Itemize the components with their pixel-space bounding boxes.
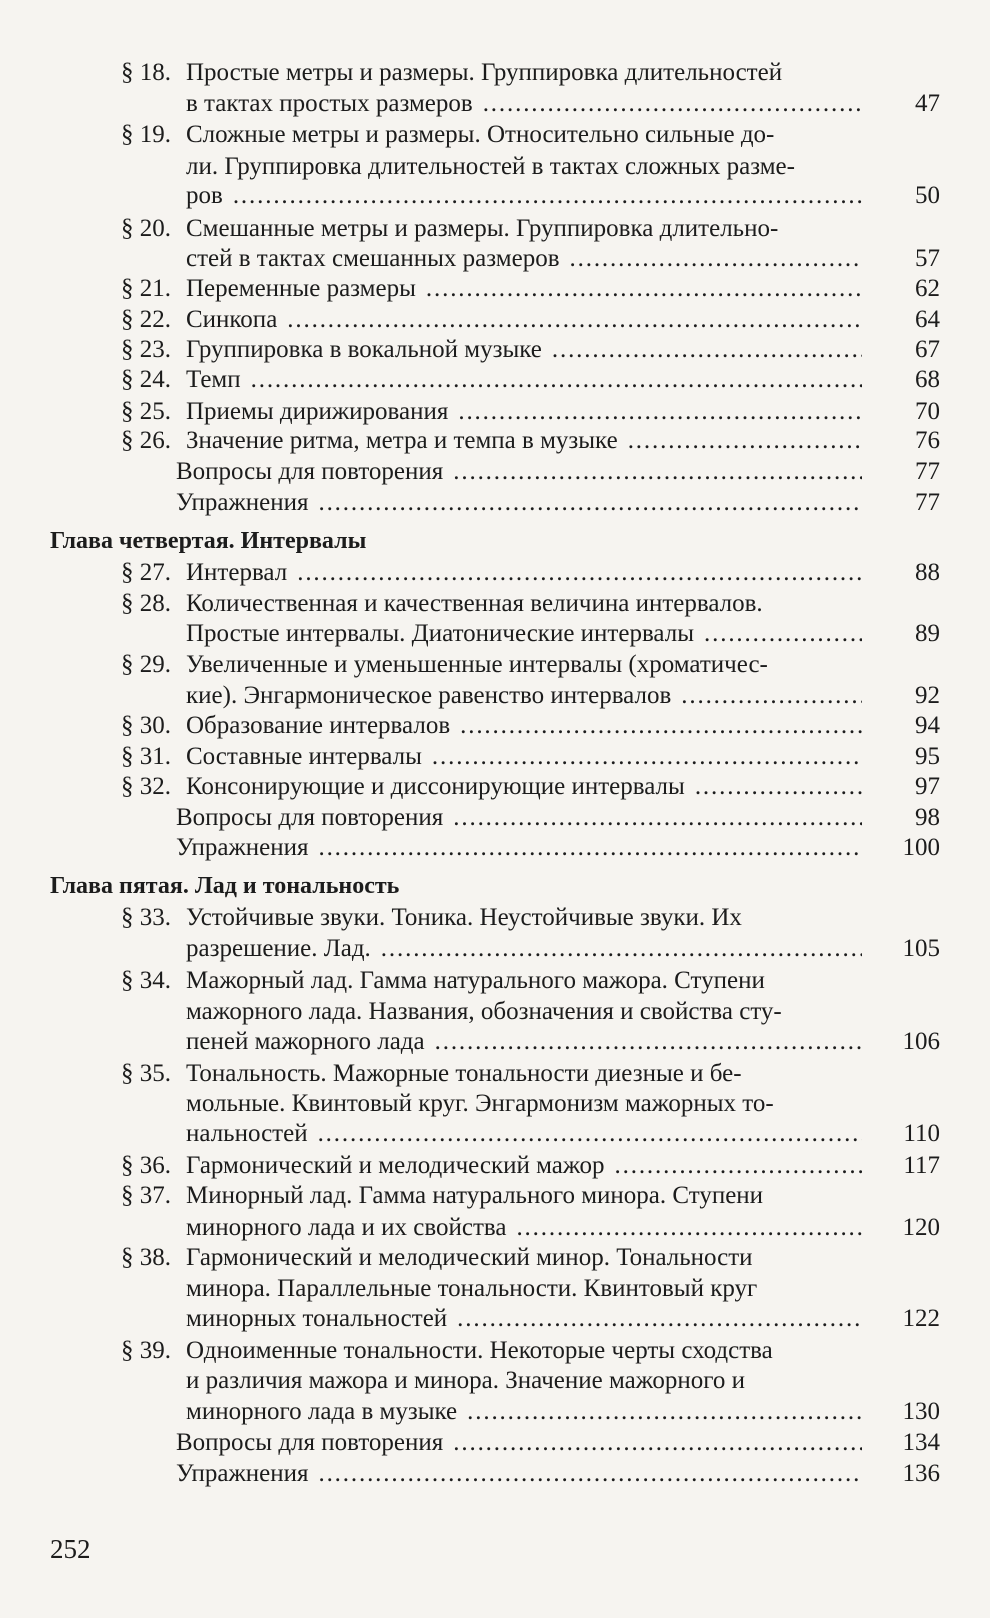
- entry-title: Упражнения: [176, 489, 309, 516]
- toc-entry-line: [0, 1365, 990, 1397]
- entry-page-number: 47: [915, 90, 940, 117]
- section-number: § 19.: [121, 121, 171, 148]
- entry-page-number: 57: [915, 245, 940, 272]
- dot-leader: [457, 1303, 862, 1335]
- entry-title: Образование интервалов: [186, 712, 451, 739]
- entry-title: стей в тактах смешанных размеров: [186, 245, 560, 272]
- toc-entry-line: [0, 396, 990, 428]
- toc-entry-line: [0, 1180, 990, 1212]
- entry-title: Группировка в вокальной музыке: [186, 336, 542, 363]
- entry-title: Тональность. Мажорные тональности диезные и бе-: [186, 1060, 742, 1087]
- dot-leader: [453, 1427, 862, 1459]
- toc-entry-line: [0, 456, 990, 488]
- section-number: § 25.: [121, 398, 171, 425]
- section-number: § 20.: [121, 215, 171, 242]
- dot-leader: [458, 396, 862, 428]
- dot-leader: [233, 180, 862, 212]
- toc-entry-line: [0, 771, 990, 803]
- entry-page-number: 68: [915, 366, 940, 393]
- entry-page-number: 97: [915, 773, 940, 800]
- dot-leader: [453, 456, 862, 488]
- entry-page-number: 122: [902, 1305, 940, 1332]
- toc-entry-line: [0, 1273, 990, 1305]
- toc-entry-line: [0, 1150, 990, 1182]
- toc-entry-line: [0, 1088, 990, 1120]
- chapter-heading: [0, 870, 990, 902]
- entry-title: мольные. Квинтовый круг. Энгармонизм мажорных то-: [186, 1090, 774, 1117]
- entry-page-number: 50: [915, 182, 940, 209]
- toc-entry-line: [0, 119, 990, 151]
- toc-entry-line: [0, 902, 990, 934]
- entry-page-number: 105: [902, 935, 940, 962]
- dot-leader: [460, 710, 862, 742]
- entry-title: минорных тональностей: [186, 1305, 448, 1332]
- toc-entry-line: [0, 588, 990, 620]
- entry-page-number: 117: [903, 1152, 940, 1179]
- entry-title: Увеличенные и уменьшенные интервалы (хроматичес-: [186, 651, 768, 678]
- dot-leader: [297, 557, 862, 589]
- entry-title: Гармонический и мелодический минор. Тональности: [186, 1244, 753, 1271]
- entry-page-number: 136: [902, 1460, 940, 1487]
- entry-page-number: 77: [915, 458, 940, 485]
- toc-entry-line: [0, 151, 990, 183]
- entry-title: минорного лада и их свойства: [186, 1214, 507, 1241]
- entry-page-number: 120: [902, 1214, 940, 1241]
- dot-leader: [318, 832, 862, 864]
- entry-page-number: 64: [915, 306, 940, 333]
- entry-title: мажорного лада. Названия, обозначения и свойства сту-: [186, 998, 782, 1025]
- toc-entry-line: [0, 180, 990, 212]
- toc-entry-line: [0, 741, 990, 773]
- toc-entry-line: [0, 88, 990, 120]
- toc-entry-line: [0, 557, 990, 589]
- dot-leader: [628, 425, 862, 457]
- section-number: § 18.: [121, 59, 171, 86]
- entry-page-number: 94: [915, 712, 940, 739]
- entry-title: минорного лада в музыке: [186, 1398, 458, 1425]
- entry-title: минора. Параллельные тональности. Квинтовый круг: [186, 1275, 758, 1302]
- dot-leader: [435, 1026, 862, 1058]
- toc-entry-line: [0, 832, 990, 864]
- dot-leader: [432, 741, 862, 773]
- toc-entry-line: [0, 1058, 990, 1090]
- section-number: § 29.: [121, 651, 171, 678]
- dot-leader: [552, 334, 862, 366]
- section-number: § 35.: [121, 1060, 171, 1087]
- entry-title: Значение ритма, метра и темпа в музыке: [186, 427, 618, 454]
- toc-entry-line: [0, 213, 990, 245]
- dot-leader: [318, 1458, 862, 1490]
- toc-entry-line: [0, 1212, 990, 1244]
- toc-entry-line: [0, 1242, 990, 1274]
- entry-title: и различия мажора и минора. Значение мажорного и: [186, 1367, 746, 1394]
- dot-leader: [453, 802, 862, 834]
- dot-leader: [681, 680, 862, 712]
- entry-title: Вопросы для повторения: [176, 804, 444, 831]
- entry-title: Упражнения: [176, 1460, 309, 1487]
- entry-title: Темп: [186, 366, 241, 393]
- section-number: § 39.: [121, 1337, 171, 1364]
- entry-page-number: 134: [902, 1429, 940, 1456]
- entry-title: Одноименные тональности. Некоторые черты сходства: [186, 1337, 773, 1364]
- entry-title: Количественная и качественная величина интервалов.: [186, 590, 763, 617]
- section-number: § 24.: [121, 366, 171, 393]
- entry-title: пеней мажорного лада: [186, 1028, 425, 1055]
- entry-title: Синкопа: [186, 306, 278, 333]
- dot-leader: [251, 364, 862, 396]
- toc-entry-line: [0, 649, 990, 681]
- section-number: § 30.: [121, 712, 171, 739]
- entry-title: Составные интервалы: [186, 743, 422, 770]
- toc-entry-line: [0, 1303, 990, 1335]
- toc-entry-line: [0, 304, 990, 336]
- entry-page-number: 106: [902, 1028, 940, 1055]
- entry-page-number: 88: [915, 559, 940, 586]
- entry-title: Простые интервалы. Диатонические интервалы: [186, 620, 695, 647]
- toc-entry-line: [0, 57, 990, 89]
- toc-entry-line: [0, 933, 990, 965]
- entry-title: Упражнения: [176, 834, 309, 861]
- chapter-heading-text: Глава пятая. Лад и тональность: [50, 873, 400, 899]
- toc-entry-line: [0, 1427, 990, 1459]
- section-number: § 26.: [121, 427, 171, 454]
- section-number: § 23.: [121, 336, 171, 363]
- toc-entry-line: [0, 425, 990, 457]
- entry-title: Минорный лад. Гамма натурального минора. Ступени: [186, 1182, 764, 1209]
- section-number: § 37.: [121, 1182, 171, 1209]
- entry-page-number: 98: [915, 804, 940, 831]
- toc-entry-line: [0, 364, 990, 396]
- entry-page-number: 130: [902, 1398, 940, 1425]
- toc-entry-line: [0, 243, 990, 275]
- entry-title: Интервал: [186, 559, 288, 586]
- dot-leader: [516, 1212, 862, 1244]
- entry-page-number: 67: [915, 336, 940, 363]
- toc-entry-line: [0, 1396, 990, 1428]
- section-number: § 36.: [121, 1152, 171, 1179]
- toc-entry-line: [0, 802, 990, 834]
- toc-entry-line: [0, 680, 990, 712]
- entry-page-number: 100: [902, 834, 940, 861]
- dot-leader: [615, 1150, 862, 1182]
- entry-title: Простые метры и размеры. Группировка длительностей: [186, 59, 783, 86]
- dot-leader: [570, 243, 862, 275]
- chapter-heading-text: Глава четвертая. Интервалы: [50, 528, 367, 554]
- section-number: § 32.: [121, 773, 171, 800]
- section-number: § 27.: [121, 559, 171, 586]
- dot-leader: [695, 771, 862, 803]
- toc-entry-line: [0, 1458, 990, 1490]
- entry-title: ли. Группировка длительностей в тактах сложных разме-: [186, 153, 795, 180]
- entry-page-number: 76: [915, 427, 940, 454]
- entry-page-number: 92: [915, 682, 940, 709]
- toc-entry-line: [0, 1335, 990, 1367]
- section-number: § 38.: [121, 1244, 171, 1271]
- entry-title: Гармонический и мелодический мажор: [186, 1152, 605, 1179]
- dot-leader: [467, 1396, 862, 1428]
- dot-leader: [426, 273, 862, 305]
- entry-page-number: 62: [915, 275, 940, 302]
- entry-title: кие). Энгармоническое равенство интервалов: [186, 682, 672, 709]
- section-number: § 22.: [121, 306, 171, 333]
- section-number: § 28.: [121, 590, 171, 617]
- dot-leader: [318, 487, 862, 519]
- dot-leader: [287, 304, 862, 336]
- dot-leader: [483, 88, 862, 120]
- entry-title: Консонирующие и диссонирующие интервалы: [186, 773, 685, 800]
- section-number: § 33.: [121, 904, 171, 931]
- entry-title: Мажорный лад. Гамма натурального мажора. Ступени: [186, 967, 765, 994]
- entry-title: Устойчивые звуки. Тоника. Неустойчивые звуки. Их: [186, 904, 742, 931]
- section-number: § 31.: [121, 743, 171, 770]
- entry-title: Смешанные метры и размеры. Группировка длительно-: [186, 215, 779, 242]
- page-number: 252: [50, 1534, 91, 1564]
- entry-title: в тактах простых размеров: [186, 90, 473, 117]
- dot-leader: [704, 618, 862, 650]
- dot-leader: [381, 933, 862, 965]
- entry-title: Вопросы для повторения: [176, 458, 444, 485]
- entry-title: Приемы дирижирования: [186, 398, 449, 425]
- toc-entry-line: [0, 334, 990, 366]
- toc-entry-line: [0, 710, 990, 742]
- entry-page-number: 110: [903, 1120, 940, 1147]
- toc-entry-line: [0, 273, 990, 305]
- entry-page-number: 95: [915, 743, 940, 770]
- entry-title: Сложные метры и размеры. Относительно сильные до-: [186, 121, 775, 148]
- toc-entry-line: [0, 487, 990, 519]
- entry-title: нальностей: [186, 1120, 308, 1147]
- entry-page-number: 77: [915, 489, 940, 516]
- toc-entry-line: [0, 618, 990, 650]
- section-number: § 34.: [121, 967, 171, 994]
- entry-page-number: 70: [915, 398, 940, 425]
- entry-page-number: 89: [915, 620, 940, 647]
- entry-title: Вопросы для повторения: [176, 1429, 444, 1456]
- entry-title: Переменные размеры: [186, 275, 416, 302]
- section-number: § 21.: [121, 275, 171, 302]
- toc-entry-line: [0, 1118, 990, 1150]
- toc-entry-line: [0, 965, 990, 997]
- dot-leader: [318, 1118, 862, 1150]
- entry-title: ров: [186, 182, 223, 209]
- entry-title: разрешение. Лад.: [186, 935, 371, 962]
- toc-entry-line: [0, 1026, 990, 1058]
- toc-entry-line: [0, 996, 990, 1028]
- chapter-heading: [0, 525, 990, 557]
